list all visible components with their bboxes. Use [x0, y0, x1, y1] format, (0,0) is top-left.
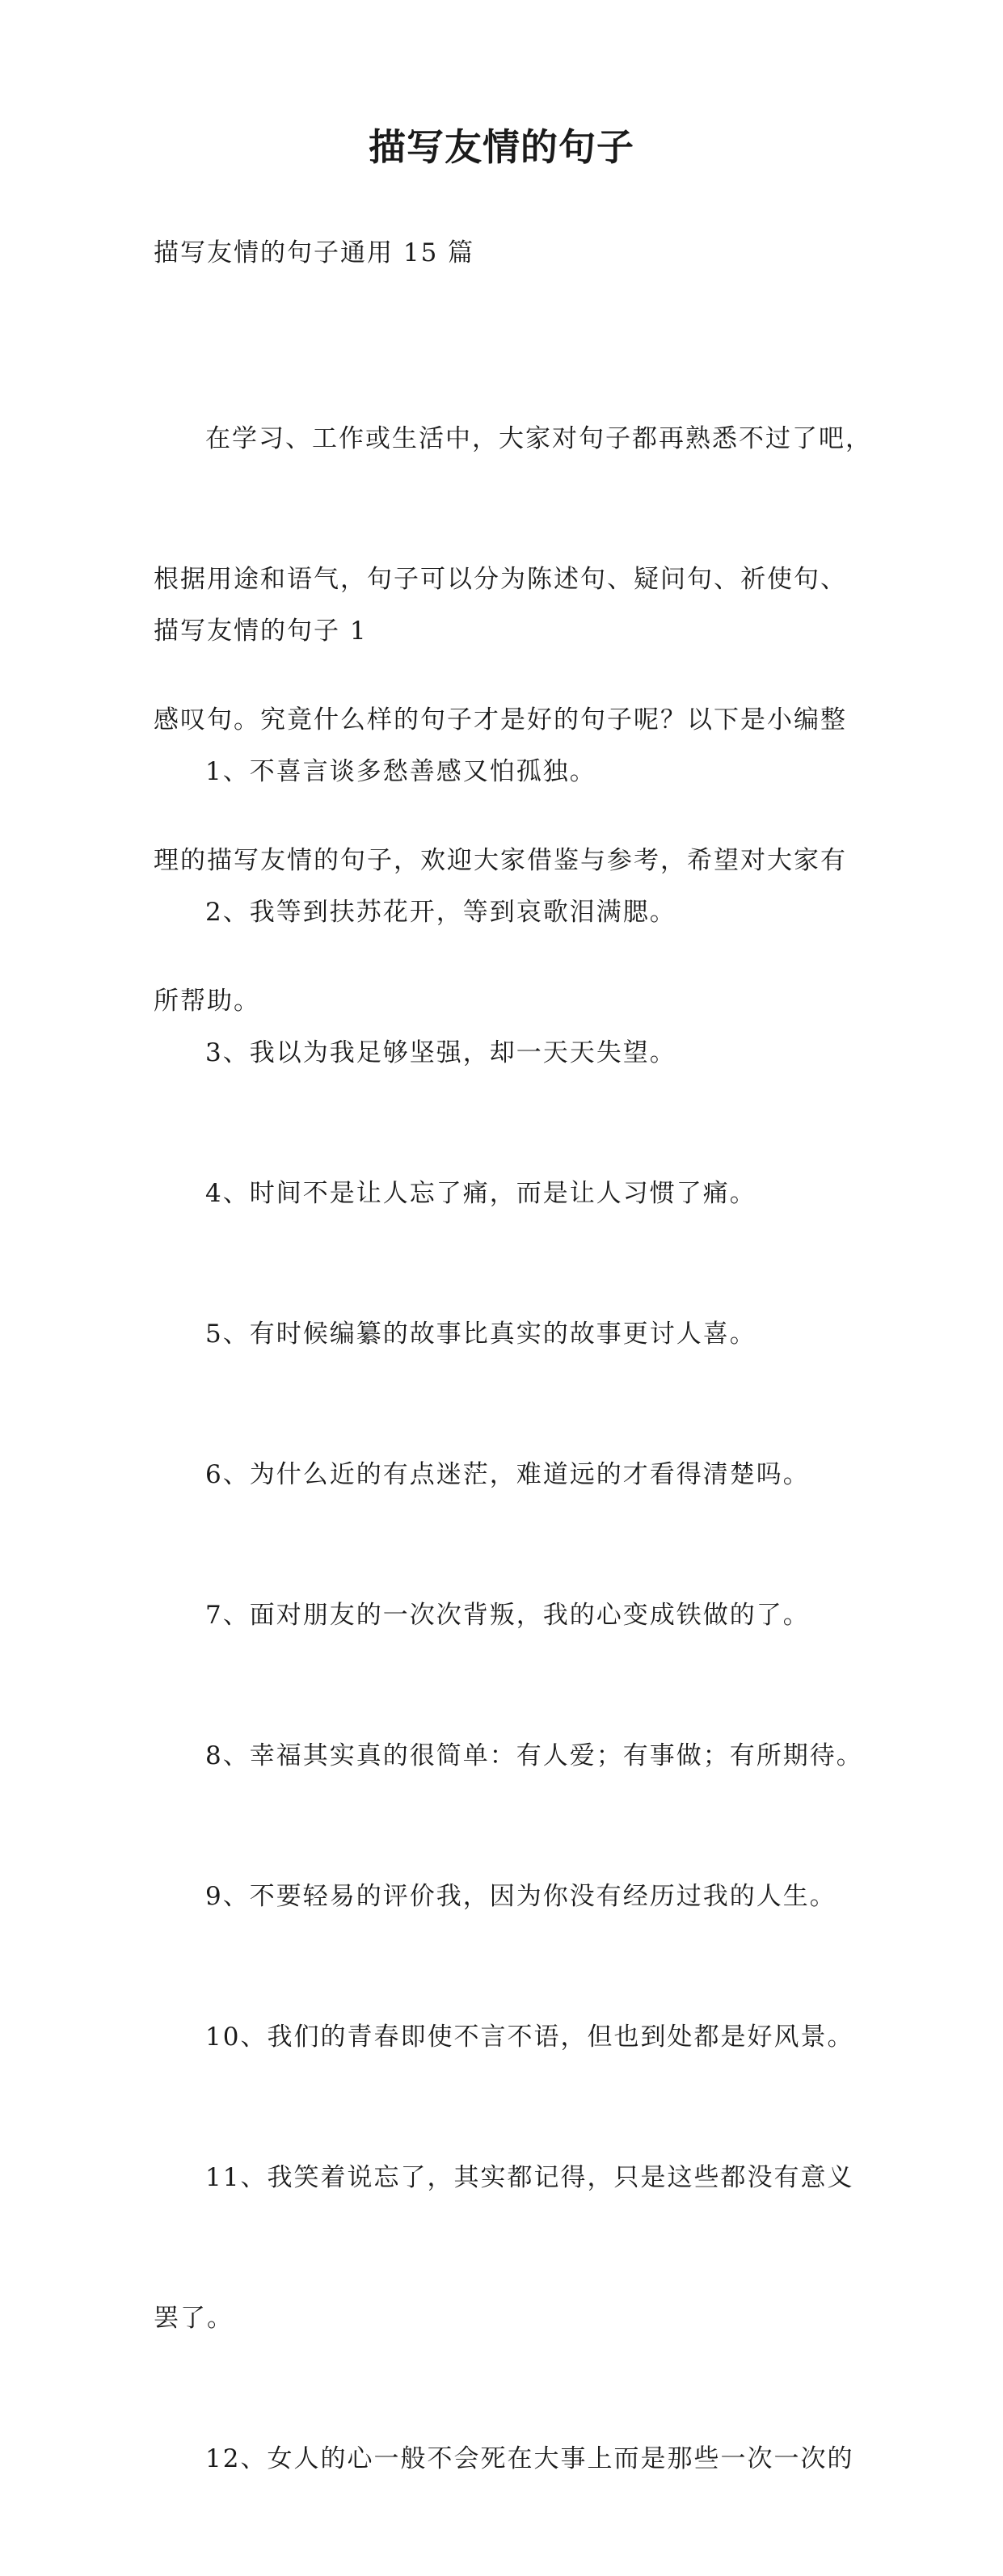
list-item: 9、不要轻易的评价我，因为你没有经历过我的人生。 — [205, 1882, 837, 1911]
list-item: 5、有时候编纂的故事比真实的故事更讨人喜。 — [205, 1320, 756, 1349]
intro-line: 所帮助。 — [154, 987, 260, 1016]
list-item: 10、我们的青春即使不言不语，但也到处都是好风景。 — [205, 2022, 854, 2052]
list-item: 7、面对朋友的一次次背叛，我的心变成铁做的了。 — [205, 1601, 810, 1630]
list-item-continuation: 罢了。 — [154, 2304, 234, 2333]
intro-line: 根据用途和语气，句子可以分为陈述句、疑问句、祈使句、 — [154, 565, 847, 594]
sentence-list — [154, 655, 865, 2576]
list-item: 3、我以为我足够坚强，却一天天失望。 — [205, 1038, 676, 1067]
document-title: 描写友情的句子 — [369, 125, 634, 169]
document-subtitle: 描写友情的句子通用 15 篇 — [154, 238, 475, 267]
section-heading: 描写友情的句子 1 — [154, 617, 368, 646]
list-item: 11、我笑着说忘了，其实都记得，只是这些都没有意义 — [205, 2163, 854, 2192]
list-item: 12、女人的心一般不会死在大事上而是那些一次一次的 — [205, 2444, 854, 2473]
list-item: 1、不喜言谈多愁善感又怕孤独。 — [205, 757, 596, 786]
list-item: 6、为什么近的有点迷茫，难道远的才看得清楚吗。 — [205, 1460, 810, 1489]
intro-line: 理的描写友情的句子，欢迎大家借鉴与参考，希望对大家有 — [154, 846, 847, 875]
intro-line: 在学习、工作或生活中，大家对句子都再熟悉不过了吧， — [205, 424, 872, 453]
intro-line: 感叹句。究竟什么样的句子才是好的句子呢？以下是小编整 — [154, 705, 847, 734]
list-item: 4、时间不是让人忘了痛，而是让人习惯了痛。 — [205, 1179, 756, 1208]
list-item: 8、幸福其实真的很简单：有人爱；有事做；有所期待。 — [205, 1741, 863, 1770]
list-item: 2、我等到扶苏花开，等到哀歌泪满腮。 — [205, 898, 676, 927]
